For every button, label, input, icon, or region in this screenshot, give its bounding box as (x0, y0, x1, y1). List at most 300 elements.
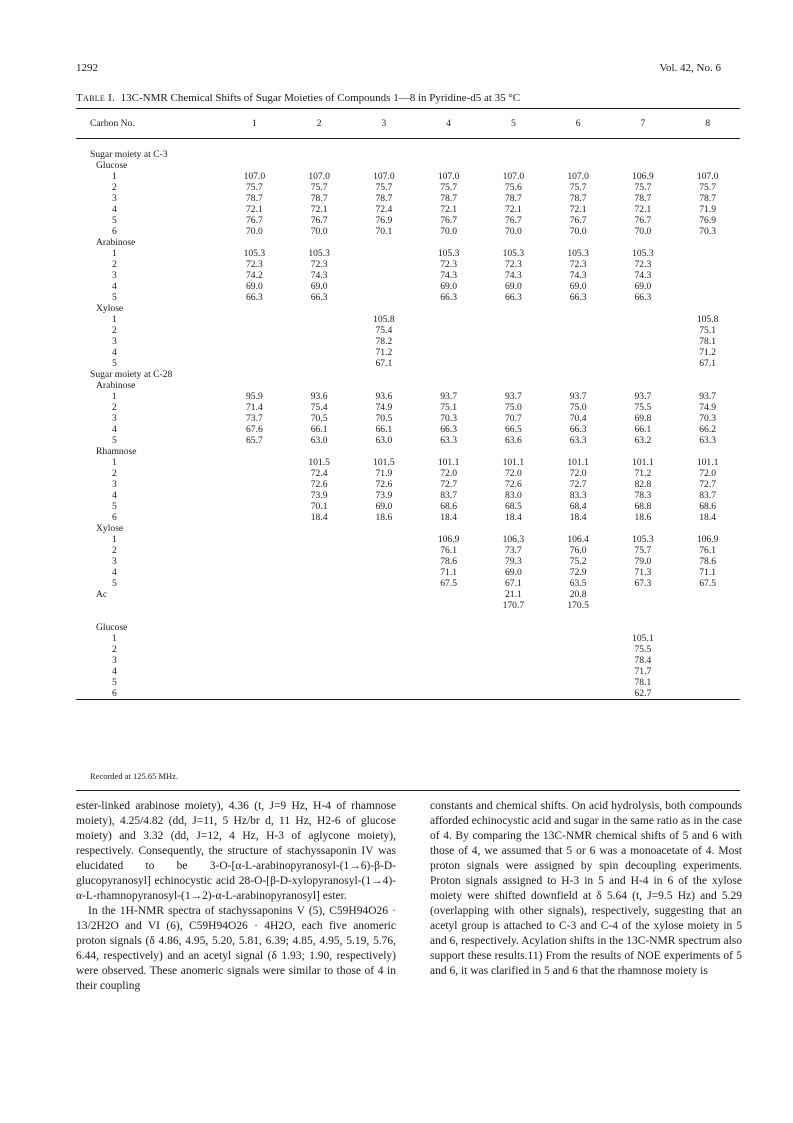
table-cell: 71.2 (699, 347, 717, 358)
table-cell (352, 160, 417, 171)
table-row (76, 677, 740, 688)
table-cell: 72.0 (699, 468, 717, 479)
table-cell (675, 446, 740, 457)
table-cell: 75.1 (440, 402, 458, 413)
row-label: 4 (112, 666, 117, 677)
column-header-compound: 7 (640, 118, 646, 129)
table-cell (287, 622, 352, 633)
table-cell (416, 358, 481, 369)
table-cell: 105.3 (567, 248, 589, 259)
table-cell: 66.1 (375, 424, 393, 435)
table-cell (481, 303, 546, 314)
table-cell (416, 655, 481, 666)
table-cell: 21.1 (504, 589, 522, 600)
table-cell (222, 523, 287, 534)
table-cell: 107.0 (243, 171, 266, 182)
table-cell: 78.1 (634, 677, 652, 688)
table-cell: 70.0 (634, 226, 652, 237)
row-label: 5 (112, 677, 117, 688)
table-cell: 101.5 (373, 457, 395, 468)
table-cell: 106.9 (437, 534, 460, 545)
column-header-compound: 3 (381, 118, 387, 129)
table-cell: 105.8 (696, 314, 719, 325)
table-cell (675, 160, 740, 171)
table-cell (222, 139, 287, 161)
table-cell: 66.3 (634, 292, 652, 303)
table-cell: 75.7 (634, 182, 652, 193)
row-label: Glucose (96, 622, 128, 633)
table-cell: 70.5 (375, 413, 393, 424)
row-label: 1 (112, 457, 117, 468)
table-row (76, 501, 740, 512)
table-cell (287, 677, 352, 688)
table-cell: 105.3 (632, 248, 654, 259)
table-cell: 66.3 (440, 424, 458, 435)
table-cell (546, 237, 611, 248)
row-label (76, 600, 222, 611)
table-cell: 71.7 (634, 666, 652, 677)
table-cell (675, 589, 740, 600)
table-row (76, 435, 740, 446)
row-label: 6 (112, 688, 117, 699)
table-cell: 93.7 (504, 391, 522, 402)
table-cell (287, 358, 352, 369)
table-cell (416, 611, 481, 622)
table-cell (416, 600, 481, 611)
table-cell (352, 545, 417, 556)
table-cell: 72.4 (375, 204, 393, 215)
table-cell (222, 556, 287, 567)
table-title: 13C-NMR Chemical Shifts of Sugar Moieties of Compounds 1—8 in Pyridine-d5 at 35 °C (120, 92, 521, 104)
table-cell (287, 380, 352, 391)
table-cell (416, 347, 481, 358)
table-cell: 72.1 (634, 204, 652, 215)
column-header-compound: 1 (251, 118, 257, 129)
table-cell (546, 633, 611, 644)
table-cell (546, 446, 611, 457)
table-cell (287, 666, 352, 677)
table-cell (481, 358, 546, 369)
table-cell (287, 644, 352, 655)
table-cell (287, 655, 352, 666)
table-cell: 72.0 (504, 468, 522, 479)
table-cell (675, 369, 740, 380)
table-cell: 107.0 (308, 171, 330, 182)
table-cell (611, 358, 676, 369)
table-cell: 63.3 (440, 435, 458, 446)
row-label: 1 (112, 534, 117, 545)
row-label: Glucose (96, 160, 128, 171)
table-cell (416, 644, 481, 655)
table-cell: 72.7 (440, 479, 458, 490)
table-cell (611, 160, 676, 171)
table-cell: 69.8 (634, 413, 652, 424)
table-cell: 73.7 (504, 545, 522, 556)
table-cell (546, 160, 611, 171)
table-cell (416, 446, 481, 457)
table-cell (222, 314, 287, 325)
body-paragraph: In the 1H-NMR spectra of stachyssaponins V (5), C59H94O26 · 13/2H2O and VI (6), C59H94O26 · 4H2O, each five anomeric proton signals (δ 4.86, 4.95, 5.20, 5.81, 6.39; 4.85, 4.95, 5.19, 5.76, 6.44, respectively) and an acetyl signal (δ 1.93; 1.90, respectively) were observed. These anomeric signals were similar to those of 4 in their coupling (76, 905, 396, 992)
table-cell: 105.1 (632, 633, 654, 644)
table-cell: 72.3 (504, 259, 522, 270)
table-cell (222, 567, 287, 578)
table-cell: 78.7 (245, 193, 263, 204)
table-cell (611, 622, 676, 633)
table-cell (287, 369, 352, 380)
table-cell (287, 446, 352, 457)
table-cell (416, 303, 481, 314)
table-row (76, 347, 740, 358)
table-cell (352, 633, 417, 644)
table-cell (352, 380, 417, 391)
table-cell (416, 523, 481, 534)
table-cell: 72.1 (569, 204, 587, 215)
table-cell: 74.9 (699, 402, 717, 413)
row-label (76, 611, 222, 622)
table-cell (222, 633, 287, 644)
table-cell: 76.7 (504, 215, 522, 226)
table-row (76, 457, 740, 468)
body-column-left (76, 799, 396, 994)
body-paragraph: ester-linked arabinose moiety), 4.36 (t, J=9 Hz, H-4 of rhamnose moiety), 4.25/4.82 (dd, J=11, 5 Hz/br d, 11 Hz, H2-6 of glucose moiety) and 3.32 (dd, J=12, 4 Hz, H-3 of aglycone moiety), respectively. Consequently, the structure of stachyssaponin IV was elucidated to be 3-O-[α-L-arabinopyranosyl-(1→6)-β-D-glucopyranosyl] echinocystic acid 28-O-[β-D-xylopyranosyl-(1→4)-α-L-rhamnopyranosyl-(1→2)-α-L-arabinopyranosyl] ester. (76, 800, 396, 902)
table-cell (481, 611, 546, 622)
table-cell (611, 336, 676, 347)
table-cell (222, 468, 287, 479)
table-cell (287, 139, 352, 161)
table-cell: 93.6 (375, 391, 393, 402)
row-label: 3 (112, 556, 117, 567)
table-cell (416, 314, 481, 325)
table-cell (675, 677, 740, 688)
table-cell: 72.3 (440, 259, 458, 270)
table-cell (222, 644, 287, 655)
table-cell (352, 523, 417, 534)
row-label: 5 (112, 292, 117, 303)
table-cell: 78.7 (375, 193, 393, 204)
table-cell: 72.9 (569, 567, 587, 578)
row-label: 4 (112, 204, 117, 215)
table-cell (675, 633, 740, 644)
table-cell: 78.6 (699, 556, 717, 567)
table-cell (481, 369, 546, 380)
table-cell: 79.0 (634, 556, 652, 567)
table-cell: 75.0 (569, 402, 587, 413)
table-cell: 63.0 (375, 435, 393, 446)
table-cell (546, 303, 611, 314)
table-cell: 70.0 (504, 226, 522, 237)
table-cell (481, 139, 546, 161)
table-cell: 93.7 (634, 391, 652, 402)
table-cell: 105.3 (632, 534, 654, 545)
table-cell: 170.7 (502, 600, 525, 611)
table-cell: 107.0 (696, 171, 719, 182)
table-cell: 76.7 (569, 215, 587, 226)
table-cell: 63.6 (504, 435, 522, 446)
table-cell: 74.3 (634, 270, 652, 281)
table-cell: 71.9 (375, 468, 393, 479)
table-cell (481, 160, 546, 171)
table-cell: 78.7 (440, 193, 458, 204)
table-cell (611, 139, 676, 161)
table-cell (675, 380, 740, 391)
table-cell (481, 622, 546, 633)
table-cell (352, 688, 417, 700)
table-cell (352, 270, 417, 281)
table-cell (222, 578, 287, 589)
table-cell: 83.7 (699, 490, 717, 501)
column-header-compound: 2 (316, 118, 322, 129)
row-label: 2 (112, 545, 117, 556)
table-row (76, 556, 740, 567)
row-label: 2 (112, 325, 117, 336)
table-header-row (76, 109, 740, 139)
table-cell (352, 248, 417, 259)
row-label: 3 (112, 270, 117, 281)
column-header-compound: 8 (705, 118, 711, 129)
table-row (76, 512, 740, 523)
table-cell (352, 259, 417, 270)
table-cell: 74.3 (569, 270, 587, 281)
table-cell: 105.3 (308, 248, 330, 259)
table-cell (481, 347, 546, 358)
table-row (76, 171, 740, 182)
table-cell (611, 369, 676, 380)
table-cell: 75.7 (375, 182, 393, 193)
table-row (76, 303, 740, 314)
table-cell (546, 336, 611, 347)
table-cell: 72.4 (310, 468, 328, 479)
table-cell: 106.3 (502, 534, 525, 545)
table-cell (352, 369, 417, 380)
table-cell: 72.7 (569, 479, 587, 490)
table-row (76, 314, 740, 325)
row-label: 6 (112, 226, 117, 237)
row-label: Sugar moiety at C-28 (90, 369, 173, 380)
row-label: 6 (112, 512, 117, 523)
table-cell: 70.0 (569, 226, 587, 237)
table-cell: 78.6 (440, 556, 458, 567)
table-cell: 66.1 (634, 424, 652, 435)
table-cell: 75.7 (699, 182, 717, 193)
table-cell: 101.1 (437, 457, 460, 468)
table-cell (416, 589, 481, 600)
table-cell: 76.7 (245, 215, 263, 226)
table-row (76, 402, 740, 413)
table-cell: 69.0 (375, 501, 393, 512)
table-cell (416, 666, 481, 677)
table-cell: 101.1 (632, 457, 654, 468)
table-cell (546, 611, 611, 622)
column-header-carbon: Carbon No. (90, 118, 135, 129)
row-label: 2 (112, 182, 117, 193)
table-row (76, 369, 740, 380)
table-cell (352, 281, 417, 292)
table-cell (287, 578, 352, 589)
table-row (76, 446, 740, 457)
table-cell (481, 655, 546, 666)
table-cell: 106.4 (567, 534, 589, 545)
table-cell: 75.4 (375, 325, 393, 336)
body-column-right (430, 799, 742, 979)
table-row (76, 358, 740, 369)
table-cell (287, 589, 352, 600)
table-cell: 76.9 (375, 215, 393, 226)
table-cell: 71.1 (699, 567, 717, 578)
table-cell (481, 644, 546, 655)
table-cell: 105.3 (502, 248, 525, 259)
table-cell: 67.3 (634, 578, 652, 589)
table-cell (546, 369, 611, 380)
table-cell: 106.9 (696, 534, 719, 545)
table-cell: 68.6 (440, 501, 458, 512)
table-cell: 101.1 (567, 457, 589, 468)
table-cell (222, 380, 287, 391)
table-cell: 76.7 (440, 215, 458, 226)
table-cell: 107.0 (437, 171, 460, 182)
row-label: 2 (112, 402, 117, 413)
table-cell: 101.1 (696, 457, 719, 468)
table-cell (222, 347, 287, 358)
divider (76, 790, 740, 791)
table-cell: 101.1 (502, 457, 525, 468)
table-cell (675, 303, 740, 314)
table-cell (675, 655, 740, 666)
table-cell: 67.5 (699, 578, 717, 589)
table-cell: 72.3 (245, 259, 263, 270)
table-cell: 72.6 (375, 479, 393, 490)
table-cell: 66.3 (504, 292, 522, 303)
table-cell (546, 666, 611, 677)
table-row (76, 139, 740, 161)
row-label: 2 (112, 644, 117, 655)
table-cell (675, 688, 740, 700)
table-cell: 74.2 (245, 270, 263, 281)
table-cell: 67.1 (375, 358, 393, 369)
table-cell (222, 666, 287, 677)
table-cell: 18.4 (504, 512, 522, 523)
table-cell (352, 446, 417, 457)
table-cell: 78.4 (634, 655, 652, 666)
table-cell: 70.3 (699, 413, 717, 424)
table-cell: 75.6 (504, 182, 522, 193)
table-cell: 76.7 (634, 215, 652, 226)
table-cell (287, 237, 352, 248)
table-cell (481, 325, 546, 336)
table-cell: 70.3 (699, 226, 717, 237)
row-label: 5 (112, 501, 117, 512)
table-cell: 72.1 (310, 204, 328, 215)
page-number: 1292 (76, 62, 98, 74)
table-row (76, 215, 740, 226)
table-cell: 68.8 (634, 501, 652, 512)
table-cell: 72.3 (634, 259, 652, 270)
table-cell (546, 677, 611, 688)
table-row (76, 413, 740, 424)
table-row (76, 248, 740, 259)
table-cell (222, 545, 287, 556)
table-cell: 93.7 (440, 391, 458, 402)
table-cell: 18.4 (310, 512, 328, 523)
table-cell (546, 622, 611, 633)
table-cell: 78.2 (375, 336, 393, 347)
table-cell (611, 347, 676, 358)
table-cell: 73.9 (310, 490, 328, 501)
table-cell (222, 490, 287, 501)
table-cell: 75.7 (245, 182, 263, 193)
table-row (76, 523, 740, 534)
table-label: Table I. (76, 92, 116, 104)
table-row (76, 611, 740, 622)
table-row (76, 479, 740, 490)
table-cell: 105.3 (437, 248, 460, 259)
table-cell (611, 237, 676, 248)
table-cell (287, 160, 352, 171)
table-cell: 66.3 (440, 292, 458, 303)
table-cell (222, 677, 287, 688)
row-label: 1 (112, 248, 117, 259)
table-row (76, 160, 740, 171)
table-cell (611, 446, 676, 457)
table-cell: 69.0 (504, 281, 522, 292)
row-label: 1 (112, 314, 117, 325)
table-cell (352, 600, 417, 611)
table-cell (287, 545, 352, 556)
table-cell (611, 380, 676, 391)
table-cell: 74.3 (310, 270, 328, 281)
table-row (76, 259, 740, 270)
table-cell: 82.8 (634, 479, 652, 490)
table-cell: 62.7 (634, 688, 652, 699)
table-cell: 18.4 (440, 512, 458, 523)
table-cell (287, 688, 352, 700)
table-cell: 67.1 (504, 578, 522, 589)
table-cell (352, 534, 417, 545)
table-cell (481, 237, 546, 248)
table-row (76, 204, 740, 215)
table-cell (546, 314, 611, 325)
table-cell (287, 523, 352, 534)
table-cell (481, 380, 546, 391)
table-cell (352, 578, 417, 589)
row-label: 5 (112, 578, 117, 589)
table-cell: 72.3 (569, 259, 587, 270)
table-cell: 69.0 (569, 281, 587, 292)
table-cell: 106.9 (632, 171, 654, 182)
row-label: 5 (112, 215, 117, 226)
table-cell (287, 325, 352, 336)
table-cell (222, 501, 287, 512)
table-cell: 75.5 (634, 402, 652, 413)
table-row (76, 666, 740, 677)
table-row (76, 589, 740, 600)
row-label: 5 (112, 435, 117, 446)
table-cell (546, 325, 611, 336)
table-footnote: Recorded at 125.65 MHz. (90, 771, 179, 781)
table-cell (287, 336, 352, 347)
table-cell (416, 237, 481, 248)
table-cell (675, 281, 740, 292)
table-cell (352, 677, 417, 688)
table-cell: 63.0 (310, 435, 328, 446)
table-cell: 71.1 (440, 567, 458, 578)
table-cell: 75.7 (310, 182, 328, 193)
table-row (76, 567, 740, 578)
table-cell (611, 314, 676, 325)
table-cell: 76.7 (310, 215, 328, 226)
table-cell (222, 325, 287, 336)
table-cell (287, 347, 352, 358)
table-cell (222, 336, 287, 347)
